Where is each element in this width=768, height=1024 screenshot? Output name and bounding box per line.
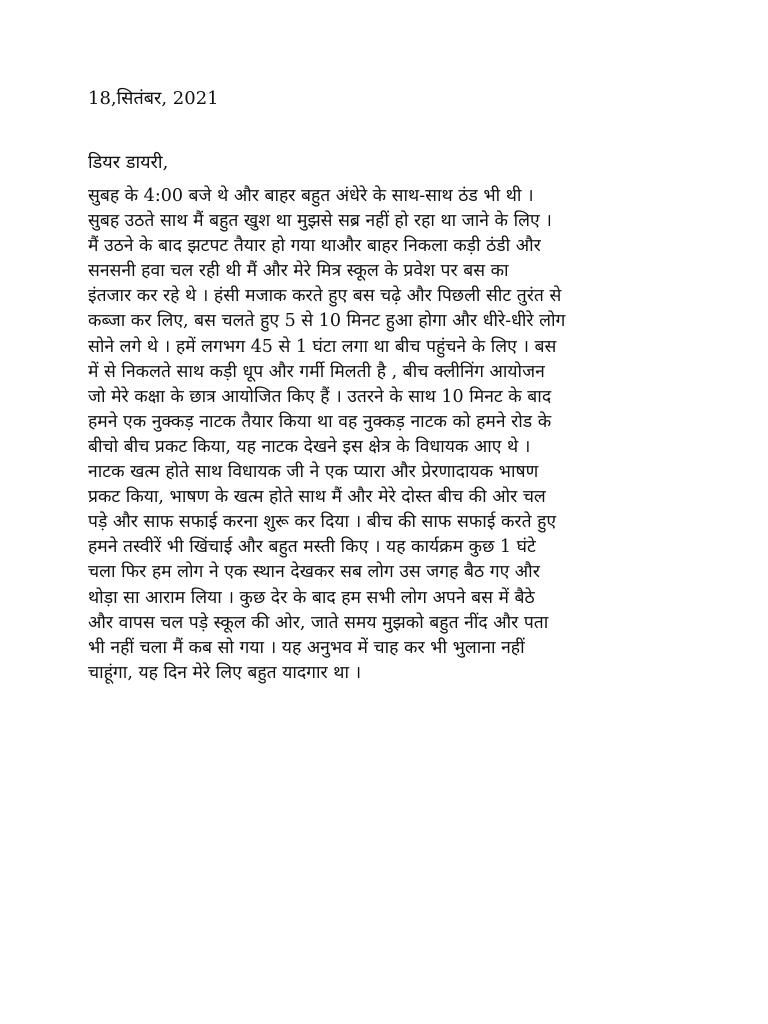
body-line: हमने तस्वीरें भी खिंचाई और बहुत मस्ती किए । यह कार्यक्रम कुछ 1 घंटे: [88, 537, 536, 558]
body-line: हमने एक नुक्कड़ नाटक तैयार किया था वह नुक्कड़ नाटक को हमने रोड के: [88, 411, 552, 432]
entry-body: [88, 184, 688, 686]
body-line: मैं उठने के बाद झटपट तैयार हो गया थाऔर बाहर निकला कड़ी ठंडी और: [88, 236, 541, 257]
body-line: सनसनी हवा चल रही थी मैं और मेरे मित्र स्कूल के प्रवेश पर बस का: [88, 261, 509, 282]
body-line: सुबह उठते साथ मैं बहुत खुश था मुझसे सब्र नहीं हो रहा था जाने के लिए ।: [88, 211, 552, 232]
body-line: चला फिर हम लोग ने एक स्थान देखकर सब लोग उस जगह बैठ गए और: [88, 562, 540, 583]
entry-date: 18,सितंबर, 2021: [88, 88, 219, 109]
body-line: नाटक खत्म होते साथ विधायक जी ने एक प्यारा और प्रेरणादायक भाषण: [88, 462, 539, 483]
body-line: जो मेरे कक्षा के छात्र आयोजित किए हैं । उतरने के साथ 10 मिनट के बाद: [88, 386, 552, 407]
body-line: और वापस चल पड़े स्कूल की ओर, जाते समय मुझको बहुत नींद और पता: [88, 612, 549, 633]
body-line: बीचो बीच प्रकट किया, यह नाटक देखने इस क्षेत्र के विधायक आए थे ।: [88, 436, 531, 457]
body-line: थोड़ा सा आराम लिया । कुछ देर के बाद हम सभी लोग अपने बस में बैठे: [88, 587, 535, 608]
salutation: डियर डायरी,: [88, 152, 169, 173]
body-line: पड़े और साफ सफाई करना शुरू कर दिया । बीच की साफ सफाई करते हुए: [88, 512, 557, 533]
body-line: कब्जा कर लिए, बस चलते हुए 5 से 10 मिनट हुआ होगा और धीरे-धीरे लोग: [88, 311, 566, 332]
body-line: इंतजार कर रहे थे । हंसी मजाक करते हुए बस चढ़े और पिछली सीट तुरंत से: [88, 286, 562, 307]
body-line: सुबह के 4:00 बजे थे और बाहर बहुत अंधेरे के साथ-साथ ठंड भी थी ।: [88, 186, 534, 206]
body-line: भी नहीं चला मैं कब सो गया । यह अनुभव में चाह कर भी भुलाना नहीं: [88, 637, 525, 658]
body-line: सोने लगे थे । हमें लगभग 45 से 1 घंटा लगा था बीच पहुंचने के लिए । बस: [88, 336, 557, 357]
body-line: में से निकलते साथ कड़ी धूप और गर्मी मिलती है , बीच क्लीनिंग आयोजन: [88, 361, 545, 382]
body-line: प्रकट किया, भाषण के खत्म होते साथ मैं और मेरे दोस्त बीच की ओर चल: [88, 487, 546, 508]
body-line: चाहूंगा, यह दिन मेरे लिए बहुत यादगार था ।: [88, 662, 362, 683]
